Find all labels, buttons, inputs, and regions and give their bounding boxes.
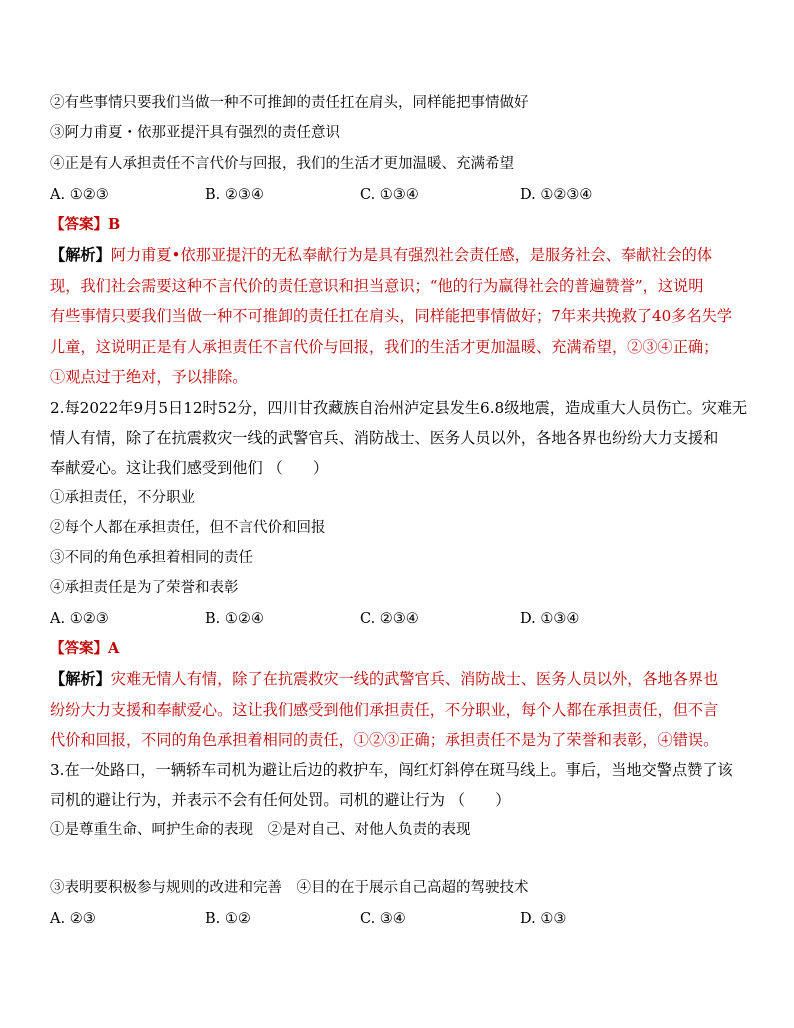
answer-value: B (108, 216, 121, 233)
q1-answer (50, 215, 120, 235)
answer-tag: 【答案】 (50, 640, 108, 657)
q1-statement-2: ②有些事情只要我们当做一种不可推卸的责任扛在肩头，同样能把事情做好 (50, 95, 529, 111)
q1-analysis-line-1: 【解析】阿力甫夏•依那亚提汗的无私奉献行为是具有强烈社会责任感，是服务社会、奉献社会的体 (50, 246, 713, 264)
q3-stem-line-2: 司机的避让行为，并表示不会有任何处罚。司机的避让行为 （ ） (50, 791, 511, 809)
q2-answer (50, 639, 119, 659)
q2-option-d: D. ①③④ (520, 611, 580, 627)
q2-statement-3: ③不同的角色承担着相同的责任 (50, 550, 253, 566)
answer-tag: 【答案】 (50, 216, 108, 233)
q1-statement-3: ③阿力甫夏・依那亚提汗具有强烈的责任意识 (50, 125, 340, 141)
q3-stem-line-1: 3.在一处路口，一辆轿车司机为避让后边的救护车，闯红灯斜停在斑马线上。事后，当地交警点赞了该 (50, 761, 733, 779)
q1-analysis-line-5: ①观点过于绝对，予以排除。 (50, 368, 248, 386)
q3-option-a: A. ②③ (50, 911, 96, 927)
q2-stem-line-3: 奉献爱心。这让我们感受到他们 （ ） (50, 459, 329, 477)
q2-analysis-line-1: 【解析】灾难无情人有情，除了在抗震救灾一线的武警官兵、消防战士、医务人员以外，各地各界也 (50, 670, 719, 688)
q1-analysis-line-2: 现，我们社会需要这种不言代价的责任意识和担当意识；“他的行为赢得社会的普遍赞誉”，这说明 (50, 277, 704, 295)
q2-stem-line-2: 情人有情，除了在抗震救灾一线的武警官兵、消防战士、医务人员以外，各地各界也纷纷大力支援和 (50, 429, 719, 447)
q1-statement-4: ④正是有人承担责任不言代价与回报，我们的生活才更加温暖、充满希望 (50, 156, 514, 172)
analysis-tag: 【解析】 (50, 246, 111, 264)
q1-analysis-line-4: 儿童，这说明正是有人承担责任不言代价与回报，我们的生活才更加温暖、充满希望，②③④正确； (50, 338, 719, 356)
q2-stem-line-1: 2.每2022年9月5日12时52分，四川甘孜藏族自治州泸定县发生6.8级地震，造成重大人员伤亡。灾难无 (50, 399, 748, 417)
q3-option-b: B. ①② (205, 911, 251, 927)
q1-options (50, 185, 750, 205)
q3-statements-2: ③表明要积极参与规则的改进和完善 ④目的在于展示自己高超的驾驶技术 (50, 880, 529, 896)
q1-option-d: D. ①②③④ (520, 187, 593, 203)
q3-option-c: C. ③④ (360, 911, 406, 927)
q1-option-a: A. ①②③ (50, 187, 109, 203)
q2-analysis-line-3: 代价和回报，不同的角色承担着相同的责任，①②③正确；承担责任不是为了荣誉和表彰，④错误。 (50, 731, 719, 749)
answer-value: A (108, 640, 120, 657)
q3-option-d: D. ①③ (520, 911, 567, 927)
q1-analysis-line-3: 有些事情只要我们当做一种不可推卸的责任扛在肩头，同样能把事情做好；7年来共挽救了40多名失学 (50, 307, 733, 325)
q2-option-b: B. ①②④ (205, 611, 264, 627)
q2-statement-2: ②每个人都在承担责任，但不言代价和回报 (50, 520, 326, 536)
q2-option-c: C. ②③④ (360, 611, 419, 627)
q2-analysis-line-2: 纷纷大力支援和奉献爱心。这让我们感受到他们承担责任，不分职业，每个人都在承担责任，但不言 (50, 701, 719, 719)
q2-statement-4: ④承担责任是为了荣誉和表彰 (50, 580, 239, 596)
analysis-tag: 【解析】 (50, 670, 111, 688)
q2-options (50, 609, 750, 629)
q1-option-c: C. ①③④ (360, 187, 419, 203)
q2-option-a: A. ①②③ (50, 611, 109, 627)
q2-statement-1: ①承担责任，不分职业 (50, 490, 195, 506)
q3-options (50, 909, 750, 929)
q3-statements-1: ①是尊重生命、呵护生命的表现 ②是对自己、对他人负责的表现 (50, 822, 471, 838)
q1-option-b: B. ②③④ (205, 187, 264, 203)
